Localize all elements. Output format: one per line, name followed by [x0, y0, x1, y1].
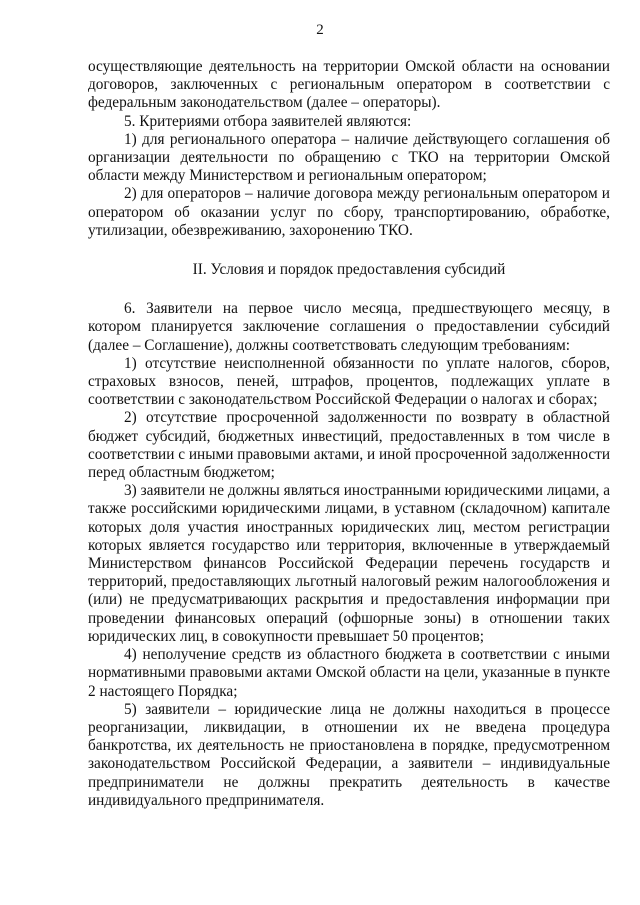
paragraph-requirement-1: 1) отсутствие неисполненной обязанности по уплате налогов, сборов, страховых взносов, пеней, штрафов, процентов, подлежащих уплате в соответствии с законодательством Российской Федерации о налогах и сборах;	[88, 354, 610, 409]
section-title: II. Условия и порядок предоставления субсидий	[192, 261, 506, 279]
document-body	[88, 58, 610, 810]
paragraph-criteria-heading: 5. Критериями отбора заявителей являются:	[124, 112, 412, 130]
page-number: 2	[316, 22, 324, 38]
paragraph-criteria-2: 2) для операторов – наличие договора между региональным оператором и оператором об оказании услуг по сбору, транспортированию, обработке, утилизации, обезвреживанию, захоронению ТКО.	[88, 185, 610, 239]
paragraph-requirement-3: 3) заявители не должны являться иностранными юридическими лицами, а также российскими юридическими лицами, в уставном (складочном) капитале которых доля участия иностранных юридических лиц, местом регистрации которых является государство или территория, включенные в утверждаемый Министерством финансов Российской Федерации перечень государств и территорий, предоставляющих льготный налоговый режим налогообложения и (или) не предусматривающих раскрытия и предоставления информации при проведении финансовых операций (офшорные зоны) в отношении таких юридических лиц, в совокупности превышает 50 процентов;	[88, 482, 610, 645]
paragraph-continuation: осуществляющие деятельность на территории Омской области на основании договоров, заключенных с региональным оператором в соответствии с федеральным законодательством (далее – операторы).	[88, 58, 610, 112]
paragraph-requirement-5: 5) заявители – юридические лица не должны находиться в процессе реорганизации, ликвидации, в отношении их не введена процедура банкротства, их деятельность не приостановлена в порядке, предусмотренном законодательством Российской Федерации, а заявители – индивидуальные предприниматели не должны прекратить деятельность в качестве индивидуального предпринимателя.	[88, 700, 610, 809]
paragraph-requirement-4: 4) неполучение средств из областного бюджета в соответствии с иными нормативными правовыми актами Омской области на цели, указанные в пункте 2 настоящего Порядка;	[88, 646, 610, 700]
paragraph-requirement-2: 2) отсутствие просроченной задолженности по возврату в областной бюджет субсидий, бюджетных инвестиций, предоставленных в том числе в соответствии с иными правовыми актами, и иной просроченной задолженности перед областным бюджетом;	[88, 409, 611, 482]
paragraph-requirements-intro: 6. Заявители на первое число месяца, предшествующего месяцу, в котором планируется заключение соглашения о предоставлении субсидий (далее – Соглашение), должны соответствовать следующим требованиям:	[88, 300, 610, 354]
paragraph-criteria-1: 1) для регионального оператора – наличие действующего соглашения об организации деятельности по обращению с ТКО на территории Омской области между Министерством и региональным оператором;	[88, 130, 610, 185]
